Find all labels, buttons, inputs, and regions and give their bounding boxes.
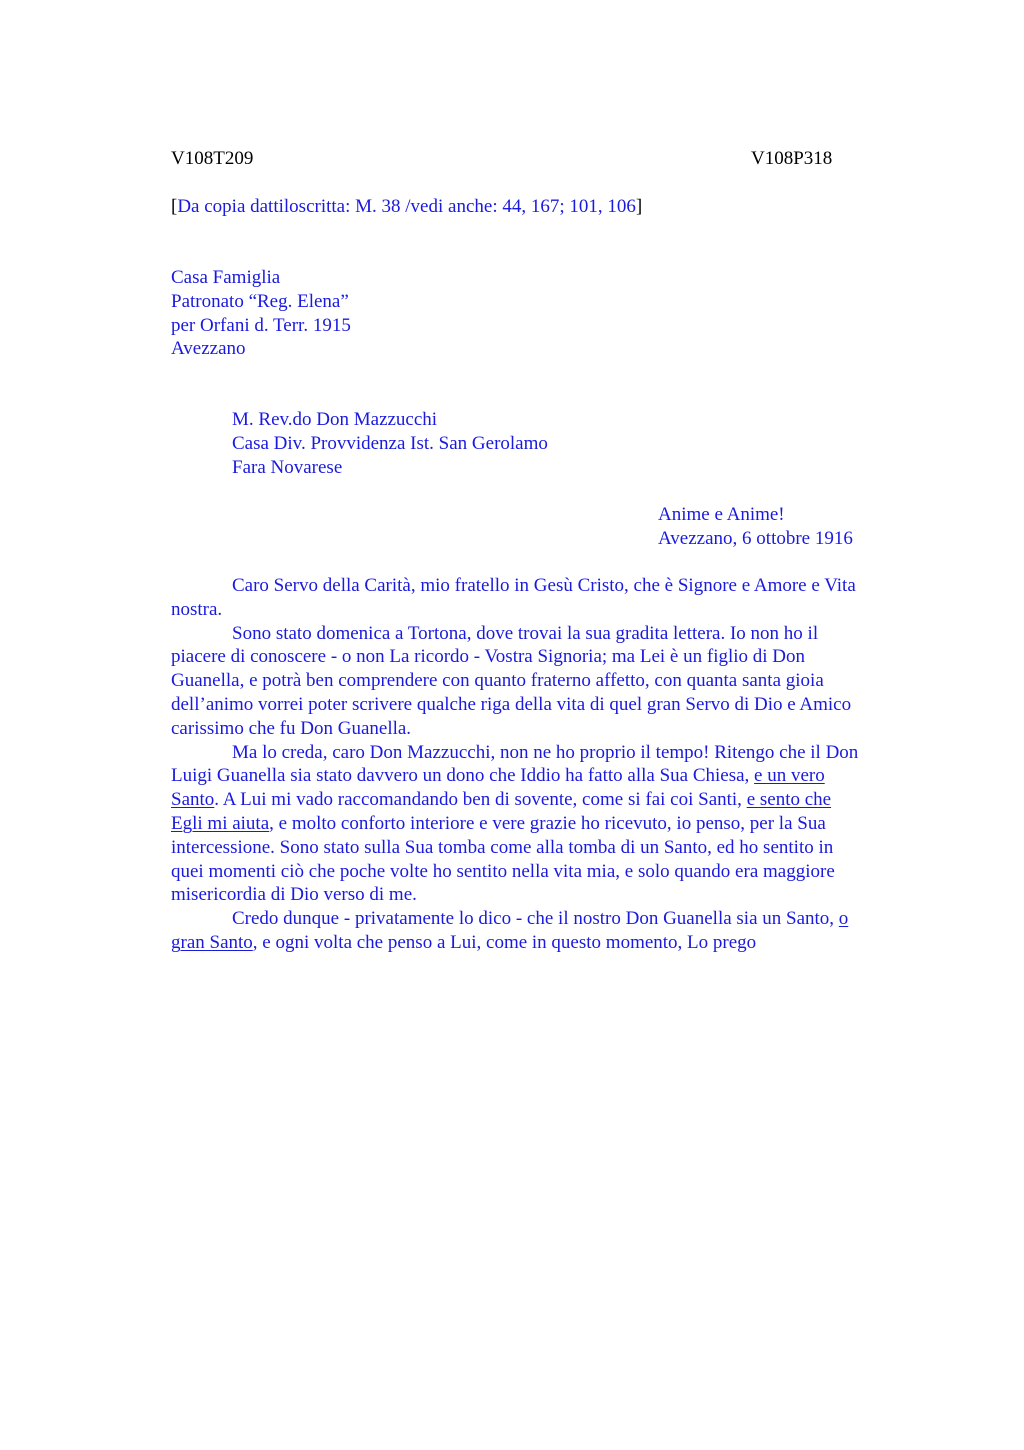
text-run: Ma lo creda, caro Don Mazzucchi, non ne ho proprio il tempo! Ritengo che il Don: [232, 741, 859, 763]
text-run: , e ogni volta che penso a Lui, come in questo momento, Lo prego: [252, 931, 757, 953]
text-line: Guanella, e potrà ben comprendere con quanto fraterno affetto, con quanta santa gioia: [171, 670, 824, 692]
text-line: [171, 907, 916, 931]
sender-line: Casa Famiglia: [171, 267, 281, 288]
text-line: intercessione. Sono stato sulla Sua tomba come alla tomba di un Santo, ed ho sentito in: [171, 836, 834, 858]
text-line: carissimo che fu Don Guanella.: [171, 717, 412, 739]
text-line: [171, 741, 916, 765]
text-run: Sono stato domenica a Tortona, dove trovai la sua gradita lettera. Io non ho il: [232, 622, 819, 644]
paragraph: [171, 907, 916, 955]
text-line: quei momenti ciò che poche volte ho sentito nella vita mia, e solo quando era maggiore: [171, 860, 835, 882]
underlined-text: Santo: [171, 789, 215, 811]
document-code-right: V108P318: [751, 148, 833, 169]
recipient-block: [232, 408, 548, 479]
source-note-close-bracket: ]: [635, 196, 643, 217]
text-line: [171, 788, 916, 812]
recipient-line: Fara Novarese: [232, 456, 343, 478]
text-run: , e molto conforto interiore e vere grazie ho ricevuto, io penso, per la Sua: [269, 812, 826, 834]
place-date: Avezzano, 6 ottobre 1916: [658, 527, 853, 549]
underlined-text: e sento che: [746, 789, 832, 811]
text-line: [171, 812, 916, 836]
paragraph: [171, 741, 916, 908]
document-code-left: V108T209: [171, 148, 254, 169]
paragraph: [171, 622, 916, 741]
text-line: piacere di conoscere - o non La ricordo - Vostra Signoria; ma Lei è un figlio di Don: [171, 646, 806, 668]
text-line: [171, 574, 916, 598]
underlined-text: Egli mi aiuta: [171, 812, 270, 834]
sender-line: Patronato “Reg. Elena”: [171, 290, 349, 312]
recipient-line: M. Rev.do Don Mazzucchi: [232, 409, 438, 430]
text-line: nostra.: [171, 598, 223, 620]
sender-line: Avezzano: [171, 338, 246, 360]
letter-body: [171, 574, 916, 955]
underlined-text: gran Santo: [171, 931, 253, 953]
text-line: [171, 764, 916, 788]
text-line: dell’animo vorrei poter scrivere qualche riga della vita di quel gran Servo di Dio e Amico: [171, 693, 852, 715]
sender-block: [171, 266, 351, 361]
paragraph: [171, 574, 916, 622]
underlined-text: e un vero: [754, 765, 825, 787]
text-run: Credo dunque - privatamente lo dico - che il nostro Don Guanella sia un Santo,: [232, 908, 839, 930]
recipient-line: Casa Div. Provvidenza Ist. San Gerolamo: [232, 432, 548, 454]
text-run: Luigi Guanella sia stato davvero un dono che Iddio ha fatto alla Sua Chiesa,: [171, 765, 755, 787]
source-note: [171, 195, 642, 219]
text-run: . A Lui mi vado raccomandando ben di sovente, come si fai coi Santi,: [214, 789, 747, 811]
text-line: [171, 622, 916, 646]
underlined-text: o: [838, 908, 849, 930]
text-run: Caro Servo della Carità, mio fratello in Gesù Cristo, che è Signore e Amore e Vita: [232, 575, 856, 596]
text-line: [171, 931, 916, 955]
sender-line: per Orfani d. Terr. 1915: [171, 314, 351, 336]
source-note-text: Da copia dattiloscritta: M. 38 /vedi anche: 44, 167; 101, 106: [177, 196, 636, 217]
source-note-open-bracket: [: [171, 196, 178, 217]
text-line: misericordia di Dio verso di me.: [171, 884, 417, 906]
dateline: [658, 503, 853, 551]
motto: Anime e Anime!: [658, 504, 785, 525]
